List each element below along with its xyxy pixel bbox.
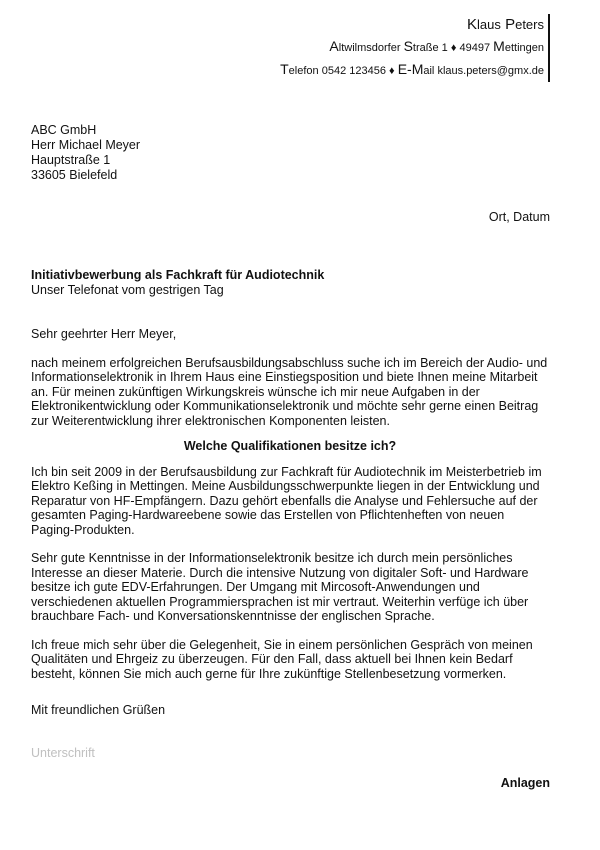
recipient-street: Hauptstraße 1: [31, 153, 111, 167]
subject-line: Initiativbewerbung als Fachkraft für Audiotechnik: [31, 268, 325, 282]
paragraph-education: Ich bin seit 2009 in der Berufsausbildung zur Fachkraft für Audiotechnik im Meisterbetrieb im Elektro Keßing in Mettingen. Meine Ausbildungsschwerpunkte liegen in der Entwicklung und Reparatur von HF-Empfängern. Dazu gehört ebenfalls die Analyse und Fehlersuche auf der gesamten Paging-Hardwareebene sowie das Erstellen von Pflichtenheften von neuen Paging-Produkten.: [31, 464, 542, 537]
subject-reference: Unser Telefonat vom gestrigen Tag: [31, 283, 224, 297]
section-heading: Welche Qualifikationen besitze ich?: [183, 439, 397, 453]
letter-body: [31, 327, 549, 692]
salutation: Sehr geehrter Herr Meyer,: [31, 327, 177, 341]
recipient-city: 33605 Bielefeld: [31, 168, 118, 182]
paragraph-closing: Ich freue mich sehr über die Gelegenheit, Sie in einem persönlichen Gespräch von meinen Qualitäten und Ehrgeiz zu überzeugen. Für den Fall, dass aktuell bei Ihnen kein Bedarf besteht, können Sie mich auch gerne für Ihre zukünftige Stellenbesetzung vormerken.: [31, 637, 533, 681]
paragraph-intro: nach meinem erfolgreichen Berufsausbildungsabschluss suche ich im Bereich der Audio- und Informationselektronik in Ihrem Haus eine Einstiegsposition und biete Ihnen meine Mitarbeit an. Für meinen zukünftigen Wirkungskreis wünsche ich mir neue Aufgaben in der Elektronikentwicklung oder Kommunikationselektronik und möchte sehr gerne einen Beitrag zur Weiterentwicklung ihrer elektronischen Komponenten leisten.: [31, 355, 548, 428]
subject-block: [31, 268, 324, 298]
paragraph-skills: Sehr gute Kenntnisse in der Informationselektronik besitze ich durch mein persönliches Interesse an dieser Materie. Durch die intensive Nutzung von digitaler Soft- und Hardware besitze ich gute EDV-Erfahrungen. Der Umgang mit Mircosoft-Anwendungen und verschiedenen aktuellen Programmiersprachen ist mir vertraut. Weiterhin verfüge ich über brauchbare Fach- und Konversationskenntnisse der englischen Sprache.: [31, 551, 529, 623]
closing-formula: Mit freundlichen Grüßen: [31, 703, 166, 717]
recipient-person: Herr Michael Meyer: [31, 138, 141, 152]
diamond-icon: ♦: [389, 65, 395, 77]
sender-contact: Telefon 0542 123456 ♦ E-Mail klaus.peters@gmx.de: [280, 61, 544, 77]
sender-block: [224, 14, 550, 82]
recipient-company: ABC GmbH: [31, 123, 97, 137]
place-date: Ort, Datum: [488, 210, 550, 224]
signature-placeholder: Unterschrift: [31, 746, 95, 760]
enclosures-label: Anlagen: [500, 776, 550, 790]
recipient-address: [31, 123, 140, 183]
sender-email: klaus.peters@gmx.de: [437, 65, 544, 77]
sender-name: Klaus Peters: [467, 16, 544, 33]
diamond-icon: ♦: [450, 42, 457, 54]
sender-address: Altwilmsdorfer Straße 1 ♦ 49497 Mettingen: [329, 38, 544, 54]
